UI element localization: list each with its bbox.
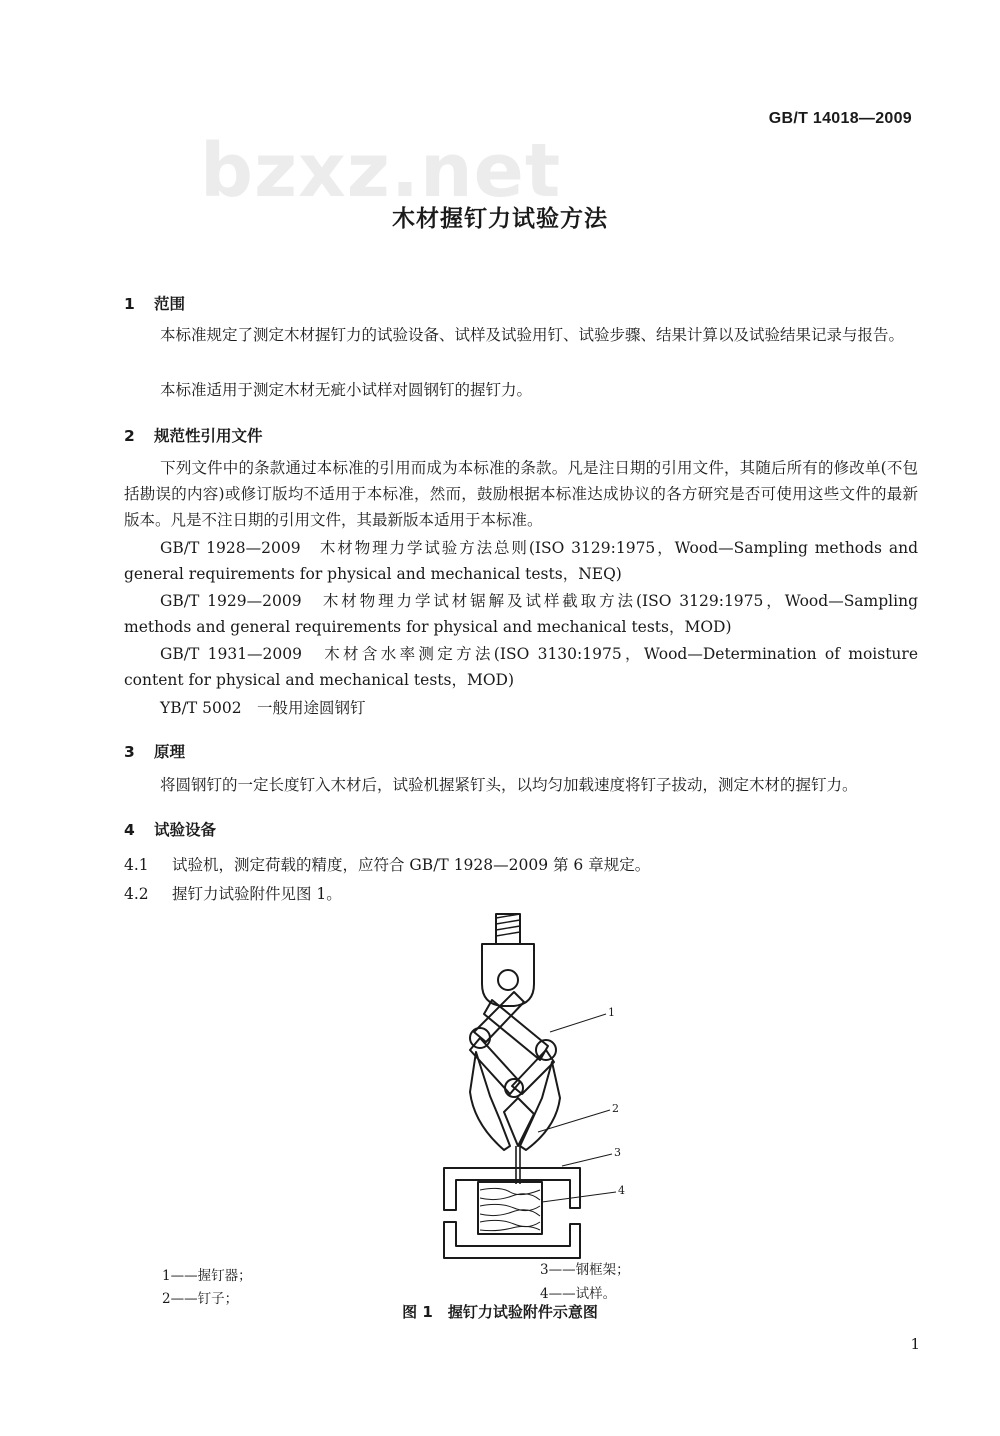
paragraph bbox=[124, 377, 918, 403]
section-title: 规范性引用文件 bbox=[154, 427, 263, 445]
section-number: 2 bbox=[124, 427, 135, 445]
reference-entry bbox=[124, 535, 918, 587]
section-1-heading bbox=[124, 292, 185, 314]
paragraph-text: GB/T 1928—2009 木材物理力学试验方法总则(ISO 3129:1975，Wood—Sampling methods and general requirements for physical and mechanical tests，NEQ) bbox=[124, 539, 918, 583]
legend-item-2: 2——钉子； bbox=[162, 1291, 239, 1307]
paragraph-text: 将圆钢钉的一定长度钉入木材后，试验机握紧钉头，以均匀加载速度将钉子拔动，测定木材的握钉力。 bbox=[160, 776, 858, 794]
section-number: 3 bbox=[124, 743, 135, 761]
callout-3: 3 bbox=[614, 1146, 621, 1159]
reference-entry bbox=[124, 641, 918, 693]
watermark: bzxz.net bbox=[200, 128, 562, 214]
section-number: 4 bbox=[124, 821, 135, 839]
subclause-number: 4.1 bbox=[124, 856, 149, 874]
callout-2: 2 bbox=[612, 1102, 619, 1115]
legend-item-3: 3——钢框架； bbox=[540, 1262, 630, 1278]
callout-1: 1 bbox=[608, 1006, 615, 1019]
section-title: 原理 bbox=[154, 743, 186, 761]
reference-entry bbox=[124, 695, 918, 721]
section-number: 1 bbox=[124, 295, 135, 313]
steel-frame-top bbox=[444, 1168, 580, 1210]
standard-number: GB/T 14018—2009 bbox=[768, 110, 912, 127]
clevis-pin bbox=[498, 970, 518, 990]
paragraph bbox=[124, 455, 918, 533]
subclause-4-2 bbox=[124, 882, 342, 904]
steel-frame-bottom bbox=[444, 1222, 580, 1258]
paragraph bbox=[124, 322, 918, 348]
lower-link-right bbox=[512, 1050, 554, 1094]
document-title: 木材握钉力试验方法 bbox=[392, 206, 608, 232]
nail-head bbox=[504, 1098, 534, 1146]
legend-item-4: 4——试样。 bbox=[540, 1286, 617, 1302]
section-3-heading bbox=[124, 740, 185, 762]
paragraph-text: YB/T 5002 一般用途圆钢钉 bbox=[160, 699, 366, 717]
page-number: 1 bbox=[910, 1335, 920, 1353]
figure-caption: 图 1 握钉力试验附件示意图 bbox=[402, 1303, 598, 1321]
subclause-text: 试验机，测定荷载的精度，应符合 GB/T 1928—2009 第 6 章规定。 bbox=[172, 856, 651, 874]
section-title: 范围 bbox=[154, 295, 186, 313]
subclause-text: 握钉力试验附件见图 1。 bbox=[172, 885, 342, 903]
paragraph-text: 本标准规定了测定木材握钉力的试验设备、试样及试验用钉、试验步骤、结果计算以及试验结果记录与报告。 bbox=[160, 326, 905, 344]
section-title: 试验设备 bbox=[154, 821, 217, 839]
subclause-4-1 bbox=[124, 853, 650, 875]
section-4-heading bbox=[124, 818, 216, 840]
nail-holding-fixture-diagram bbox=[430, 902, 650, 1262]
wood-specimen bbox=[478, 1182, 542, 1234]
callout-4: 4 bbox=[618, 1184, 625, 1197]
paragraph bbox=[124, 772, 918, 798]
subclause-number: 4.2 bbox=[124, 885, 149, 903]
jaw-left bbox=[470, 1052, 510, 1150]
reference-entry bbox=[124, 588, 918, 640]
upper-link-left bbox=[474, 992, 524, 1042]
paragraph-text: 下列文件中的条款通过本标准的引用而成为本标准的条款。凡是注日期的引用文件，其随后所有的修改单(不包括勘误的内容)或修订版均不适用于本标准，然而，鼓励根据本标准达成协议的各方研究是否可使用这些文件的最新版本。凡是不注日期的引用文件，其最新版本适用于本标准。 bbox=[124, 459, 918, 529]
legend-item-1: 1——握钉器； bbox=[162, 1268, 252, 1284]
nail-shank bbox=[516, 1146, 520, 1184]
section-2-heading bbox=[124, 424, 263, 446]
paragraph-text: GB/T 1931—2009 木材含水率测定方法(ISO 3130:1975，Wood—Determination of moisture content for physical and mechanical tests，MOD) bbox=[124, 645, 918, 689]
paragraph-text: 本标准适用于测定木材无疵小试样对圆钢钉的握钉力。 bbox=[160, 381, 533, 399]
paragraph-text: GB/T 1929—2009 木材物理力学试材锯解及试样截取方法(ISO 3129:1975，Wood—Sampling methods and general requirements for physical and mechanical tests，MOD) bbox=[124, 592, 918, 636]
